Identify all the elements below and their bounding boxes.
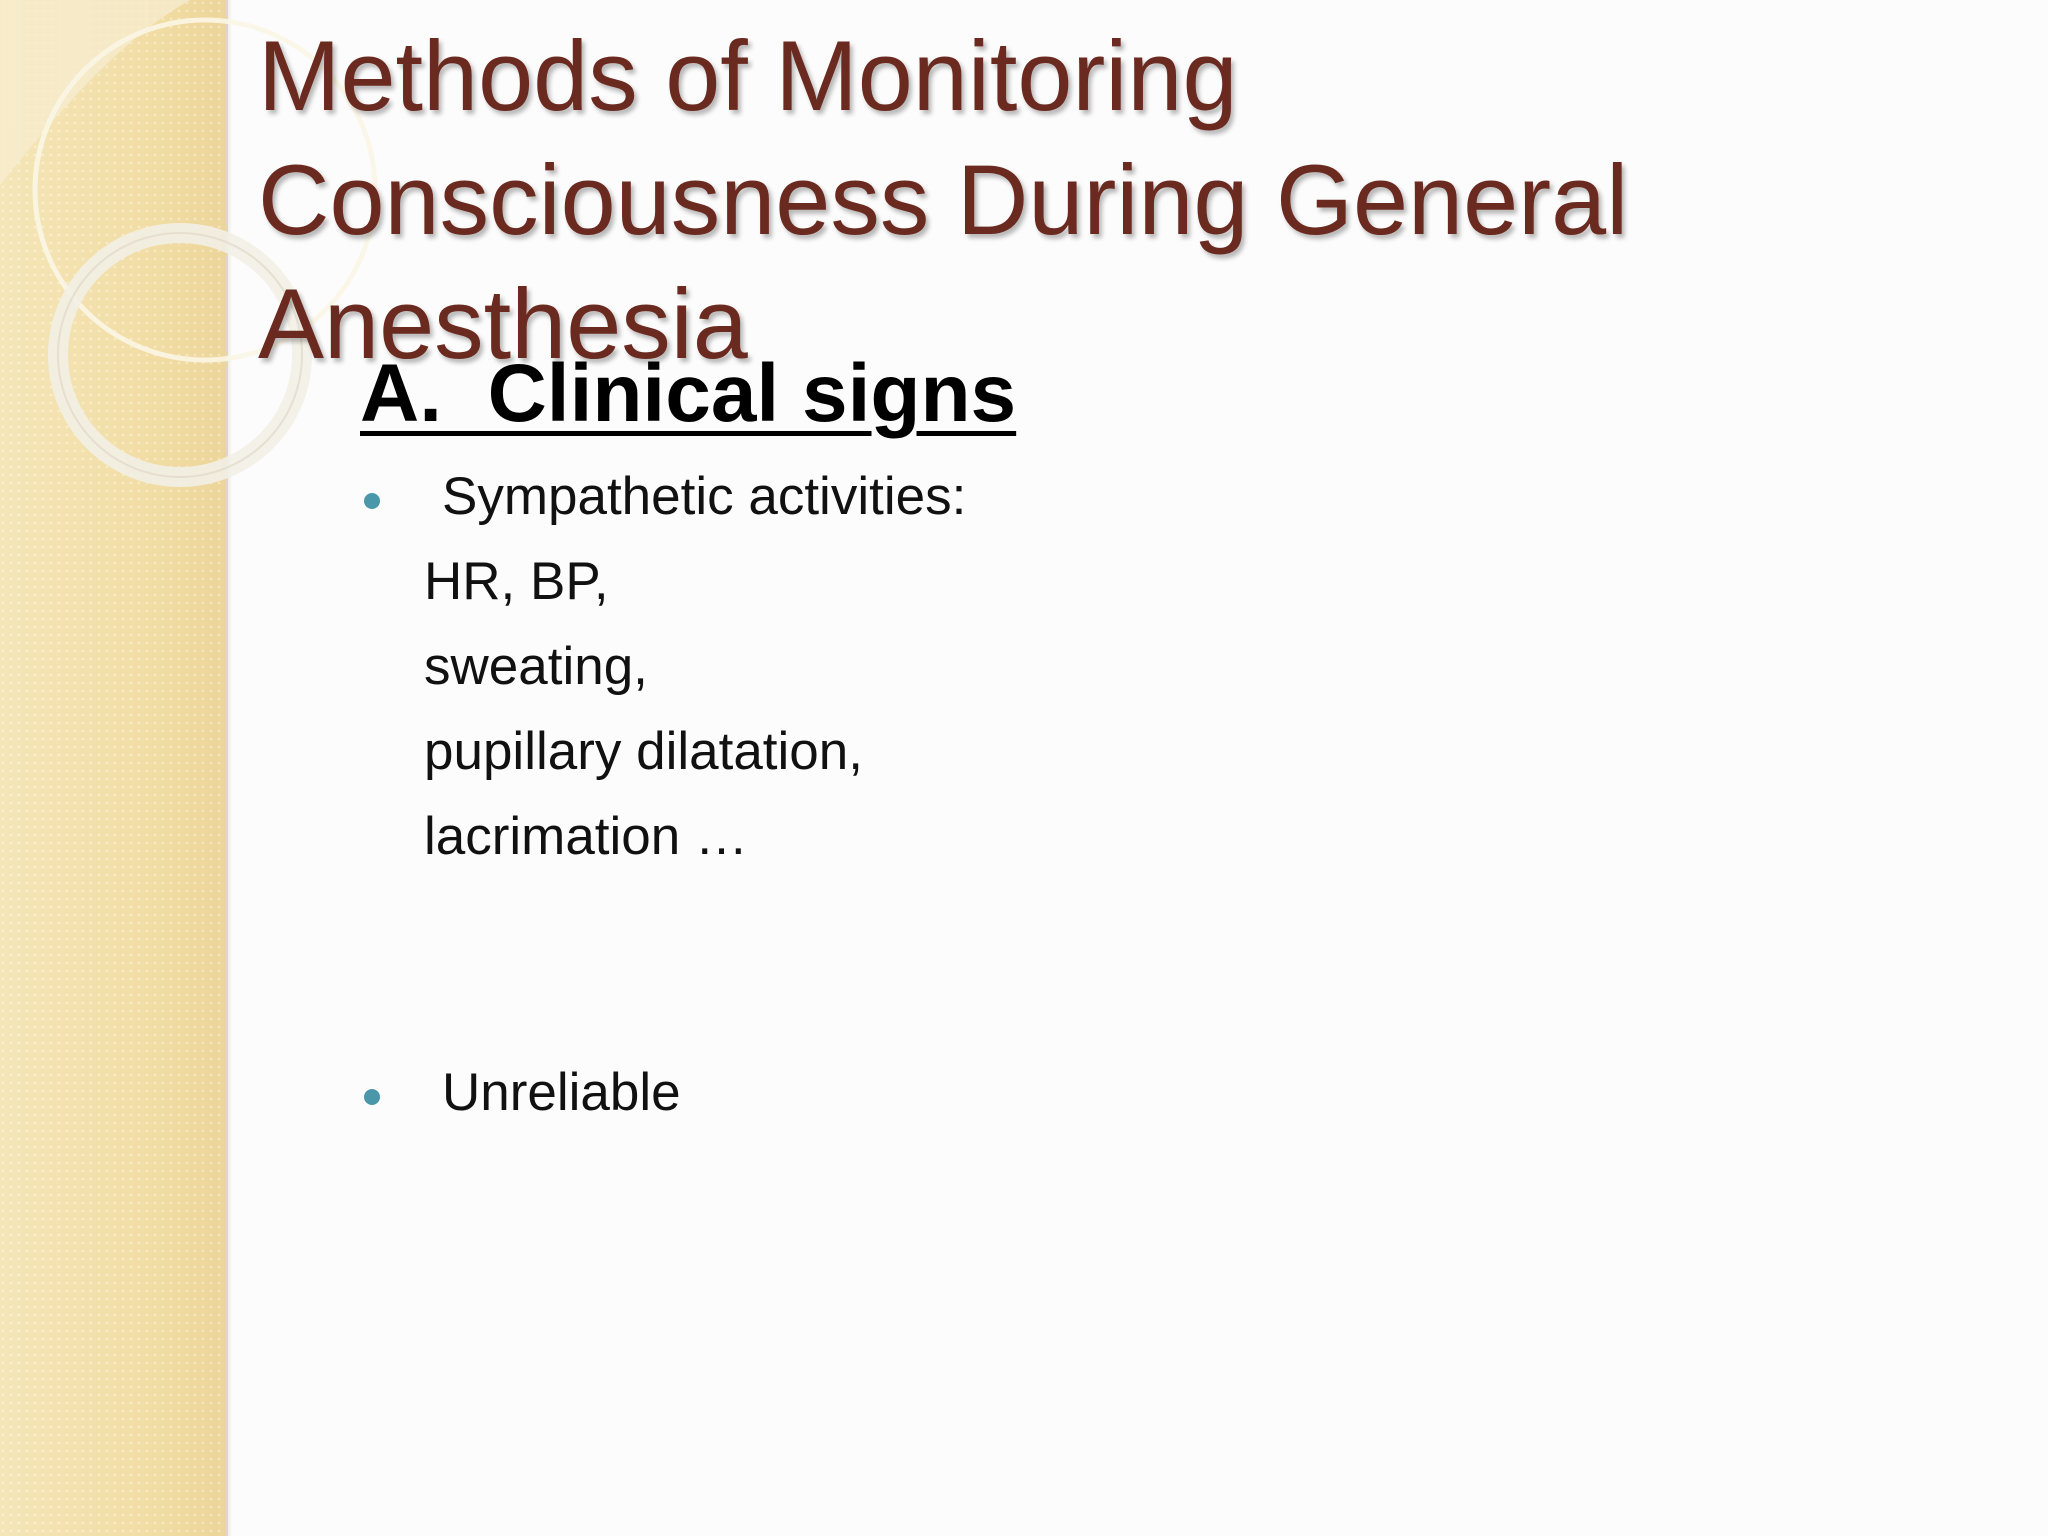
section-heading: A. Clinical signs (360, 348, 1017, 439)
sub-line-lacrimation: lacrimation … (424, 807, 748, 866)
sub-line-hr-bp: HR, BP, (424, 552, 609, 611)
slide-title: Methods of Monitoring Consciousness During General Anesthesia (258, 20, 1629, 379)
sub-line-pupillary-dilatation: pupillary dilatation, (424, 722, 863, 781)
sub-line-sweating: sweating, (424, 637, 648, 696)
bullet-sympathetic-activities: Sympathetic activities: (442, 467, 967, 526)
side-panel-edge (226, 0, 232, 1536)
decorative-side-panel (0, 0, 228, 1536)
bullet-marker-2 (364, 1089, 380, 1105)
bullet-marker-1 (364, 493, 380, 509)
bullet-unreliable: Unreliable (442, 1063, 681, 1122)
